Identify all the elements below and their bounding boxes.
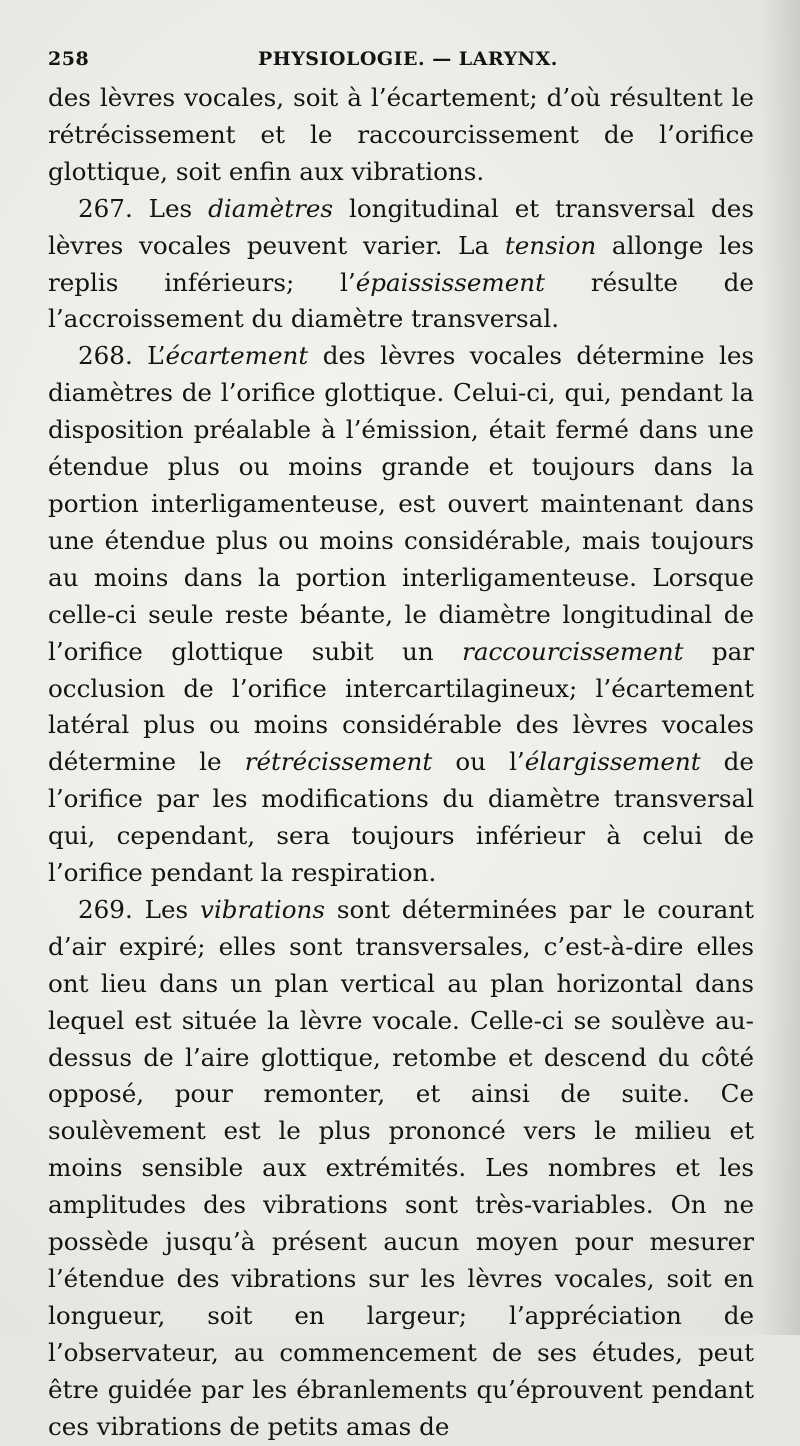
page-edge-shadow xyxy=(760,0,800,1335)
page-number: 258 xyxy=(48,48,90,70)
text-run: ou l’ xyxy=(432,747,525,777)
italic-term: diamètres xyxy=(208,193,334,223)
text-run: des lèvres vocales, soit à l’écartement; d’où résultent le rétrécissement et le raccourcissement de l’orifice glottique, soit enfin aux vibrations. xyxy=(48,83,754,186)
running-title: PHYSIOLOGIE. — LARYNX. xyxy=(258,48,558,70)
text-run: par occlusion de l’orifice intercartilagineux; l’écartement latéral plus ou moins considérable des lèvres vocales détermine le xyxy=(48,636,754,777)
paragraph-269 xyxy=(48,892,754,1446)
paragraph-number: 268. xyxy=(78,341,133,371)
italic-term: élargissement xyxy=(524,747,701,777)
paragraph-number: 267. xyxy=(78,193,133,223)
paragraph-continuation xyxy=(48,80,754,191)
paragraph-267 xyxy=(48,191,754,339)
text-run: de l’orifice par les modifications du diamètre transversal qui, cependant, sera toujours inférieur à celui de l’orifice pendant la respiration. xyxy=(48,747,754,888)
italic-term: écartement xyxy=(165,341,309,371)
italic-term: raccourcissement xyxy=(462,636,684,666)
body-text xyxy=(48,80,754,1446)
text-run: Les xyxy=(132,193,209,223)
italic-term: rétrécissement xyxy=(244,747,433,777)
italic-term: vibrations xyxy=(200,894,325,924)
italic-term: tension xyxy=(504,230,597,260)
page-header xyxy=(48,40,738,74)
paragraph-268 xyxy=(48,338,754,892)
text-run: longitudinal et transversal des lèvres vocales peuvent varier. La xyxy=(48,193,754,260)
text-run: résulte de l’accroissement du diamètre transversal. xyxy=(48,267,754,334)
text-run: des lèvres vocales détermine les diamètres de l’orifice glottique. Celui-ci, qui, pendant la disposition préalable à l’émission, était fermé dans une étendue plus ou moins grande et toujours dans la portion interligamenteuse, est ouvert maintenant dans une étendue plus ou moins considérable, mais toujours au moins dans la portion interligamenteuse. Lorsque celle-ci seule reste béante, le diamètre longitudinal de l’orifice glottique subit un xyxy=(48,341,755,666)
text-run: Les xyxy=(132,894,201,924)
italic-term: épaississement xyxy=(355,267,546,297)
text-run: sont déterminées par le courant d’air expiré; elles sont transversales, c’est-à-dire elles ont lieu dans un plan vertical au plan horizontal dans lequel est située la lèvre vocale. Celle-ci se soulève au-dessus de l’aire glottique, retombe et descend du côté opposé, pour remonter, et ainsi de suite. Ce soulèvement est le plus prononcé vers le milieu et moins sensible aux extrémités. Les nombres et les amplitudes des vibrations sont très-variables. On ne possède jusqu’à présent aucun moyen pour mesurer l’étendue des vibrations sur les lèvres vocales, soit en longueur, soit en largeur; l’appréciation de l’observateur, au commencement de ses études, peut être guidée par les ébranlements qu’éprouvent pendant ces vibrations de petits amas de xyxy=(48,894,754,1441)
text-run: allonge les replis inférieurs; l’ xyxy=(48,230,755,297)
paragraph-number: 269. xyxy=(78,894,133,924)
text-run: L’ xyxy=(132,341,166,371)
